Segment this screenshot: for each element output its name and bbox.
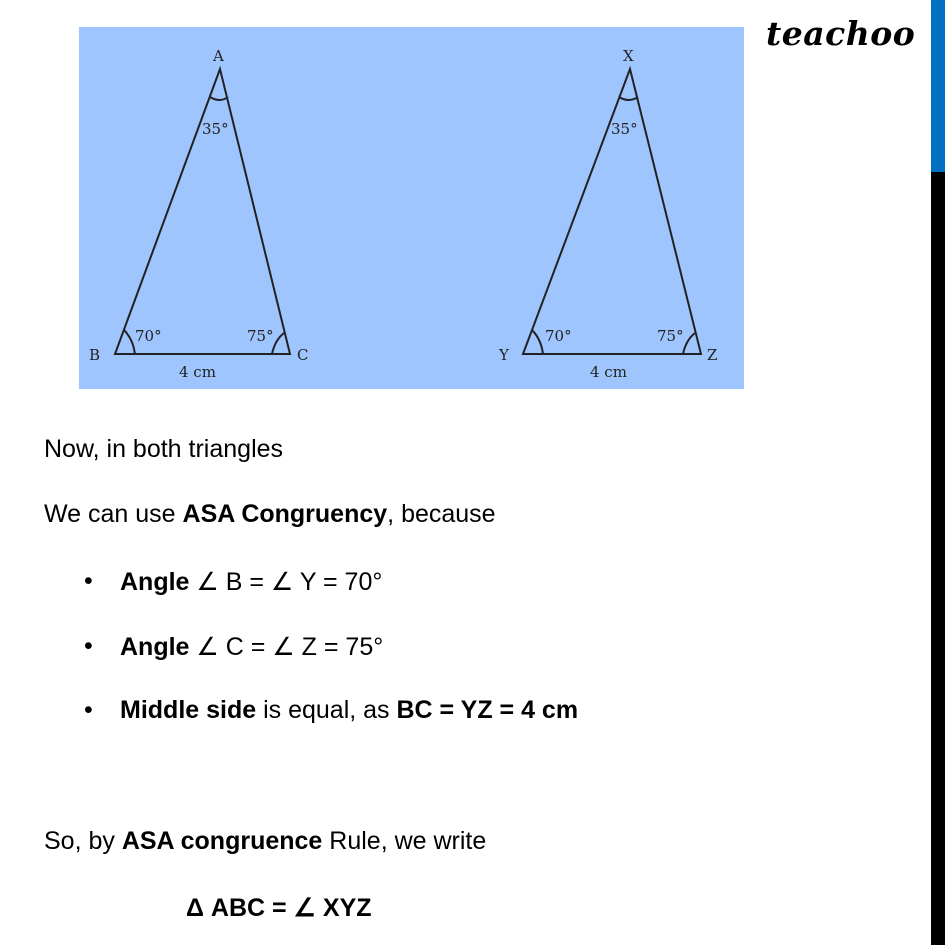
triangle-xyz <box>523 69 701 354</box>
triangles-diagram <box>79 27 744 389</box>
bullet-2-marker: • <box>84 632 93 660</box>
bullet-1 <box>120 567 382 597</box>
triangle-abc <box>115 69 290 354</box>
asa-post: , because <box>387 500 496 528</box>
angle-z: 75° <box>657 327 684 345</box>
angle-c: 75° <box>247 327 274 345</box>
vertex-x: X <box>623 47 634 65</box>
bullet-2 <box>120 632 383 662</box>
vertex-c: C <box>297 346 309 364</box>
bullet-3 <box>120 696 578 725</box>
angle-y: 70° <box>545 327 572 345</box>
side-accent-bar <box>931 0 945 172</box>
bullet-1-marker: • <box>84 567 93 595</box>
bullet-3-text: is equal, as <box>256 696 397 724</box>
teachoo-logo: teachoo <box>766 14 916 53</box>
vertex-a: A <box>213 47 224 65</box>
bullet-3-bold: Middle side <box>120 696 257 724</box>
bullet-3-bold2: BC = YZ = 4 cm <box>396 696 579 724</box>
side-bc: 4 cm <box>179 363 216 381</box>
vertex-b: B <box>89 346 101 364</box>
result-text: Δ ABC = ∠ XYZ <box>186 894 372 922</box>
asa-pre: We can use <box>44 500 183 528</box>
conclusion-line <box>44 827 486 856</box>
vertex-y: Y <box>499 346 509 364</box>
asa-line <box>44 500 496 529</box>
bullet-2-bold: Angle <box>120 633 190 661</box>
result-line <box>186 893 372 923</box>
bullet-1-text: ∠ B = ∠ Y = 70° <box>189 568 383 596</box>
angle-a: 35° <box>202 120 229 138</box>
conclusion-bold: ASA congruence <box>121 827 323 855</box>
triangles-figure <box>79 27 744 389</box>
conclusion-post: Rule, we write <box>322 827 487 855</box>
side-yz: 4 cm <box>590 363 627 381</box>
asa-bold: ASA Congruency <box>182 500 388 528</box>
bullet-1-bold: Angle <box>120 568 190 596</box>
conclusion-pre: So, by <box>44 827 122 855</box>
intro-line <box>44 435 283 464</box>
angle-b: 70° <box>135 327 162 345</box>
bullet-3-marker: • <box>84 696 93 724</box>
vertex-z: Z <box>707 346 718 364</box>
side-dark-bar <box>931 172 945 945</box>
angle-x: 35° <box>611 120 638 138</box>
bullet-2-text: ∠ C = ∠ Z = 75° <box>189 633 384 661</box>
intro-text: Now, in both triangles <box>44 435 284 463</box>
